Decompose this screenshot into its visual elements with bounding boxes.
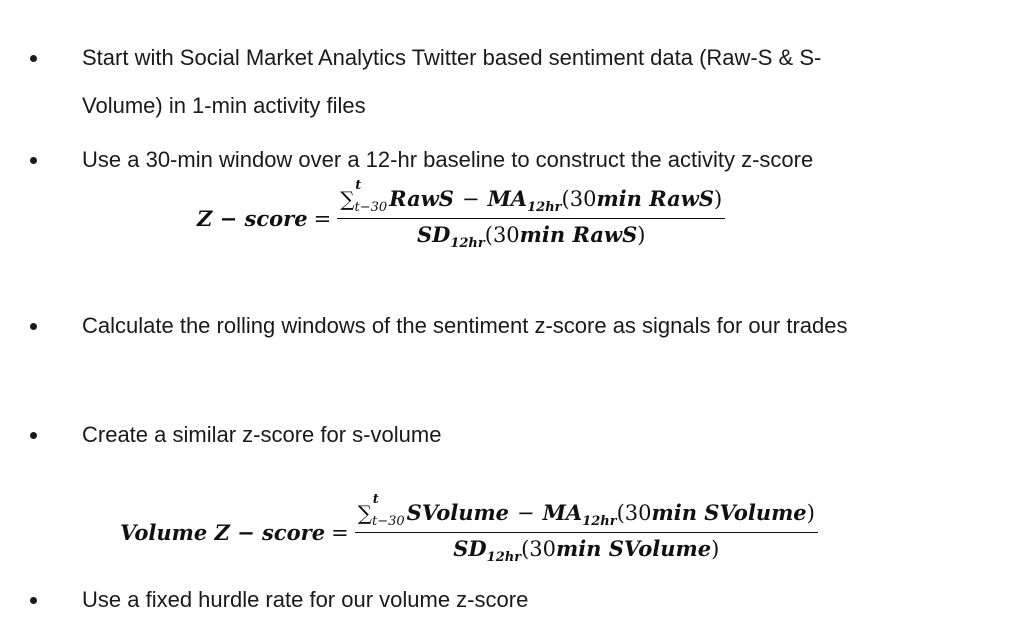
equation-numerator: ∑ t $_{t-30}$SVolume − $MA_{12hr}(30\min$ SVolume) (355, 500, 818, 533)
bullet-text: Create a similar z-score for s-volume (82, 422, 442, 447)
bullet-dot (30, 157, 37, 164)
equals-sign: = (313, 206, 332, 231)
bullet-text: Use a 30-min window over a 12-hr baseline to construct the activity z-score (82, 147, 814, 172)
bullet-dot (30, 323, 37, 330)
equation-fraction (337, 178, 725, 252)
bullet-text: Use a fixed hurdle rate for our volume z-score (82, 587, 529, 612)
volume-z-score-equation (120, 492, 818, 566)
equation-fraction (355, 492, 818, 566)
bullet-dot (30, 597, 37, 604)
bullet-text: Start with Social Market Analytics Twitter based sentiment data (Raw-S & S- (82, 45, 822, 70)
bullet-text-continued: Volume) in 1-min activity files (82, 93, 366, 118)
equation-lhs: Volume Z − score (120, 520, 326, 546)
equation-numerator: ∑ t $_{t-30}$RawS − $MA_{12hr}(30\min$ RawS) (337, 186, 725, 219)
equation-denominator: $SD_{12hr}(30\min$ RawS) (416, 222, 646, 252)
z-score-equation (197, 178, 725, 252)
summation-symbol: ∑ t $_{t-30}$ (340, 178, 388, 215)
equation-lhs: Z − score (197, 206, 308, 232)
bullet-dot (30, 432, 37, 439)
equals-sign: = (331, 520, 349, 545)
bullet-text: Calculate the rolling windows of the sentiment z-score as signals for our trades (82, 313, 848, 338)
summation-symbol: ∑ t $_{t-30}$ (357, 492, 405, 529)
bullet-dot (30, 55, 37, 62)
equation-denominator: $SD_{12hr}(30\min$ SVolume) (453, 536, 720, 566)
